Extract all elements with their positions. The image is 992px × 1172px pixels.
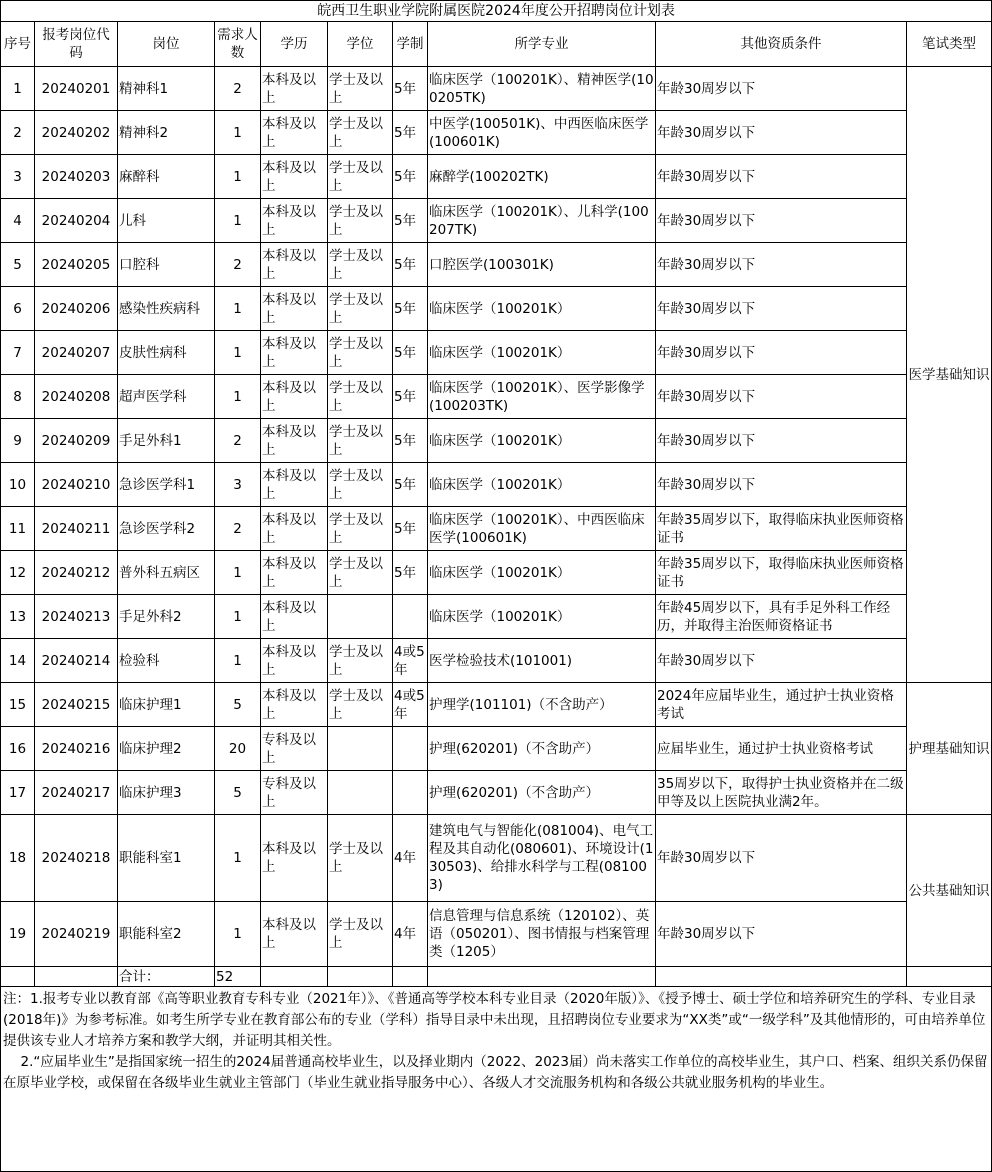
major-cell: 临床医学（100201K）: [428, 287, 656, 331]
conditions-cell: 年龄30周岁以下: [656, 199, 907, 243]
education-cell: 本科及以上: [261, 507, 328, 551]
count-cell: 1: [215, 199, 261, 243]
position-cell: 急诊医学科1: [118, 463, 215, 507]
table-row: [1, 243, 992, 287]
degree-cell: 学士及以上: [328, 111, 393, 155]
position-cell: 临床护理2: [118, 727, 215, 771]
duration-cell: 5年: [393, 155, 428, 199]
table-row: [1, 199, 992, 243]
count-cell: 2: [215, 243, 261, 287]
seq-cell: 13: [1, 595, 35, 639]
degree-cell: 学士及以上: [328, 287, 393, 331]
total-row: [1, 967, 992, 987]
exam-type-medical: 医学基础知识: [907, 67, 992, 683]
code-cell: 20240207: [35, 331, 118, 375]
header-exam: 笔试类型: [907, 22, 992, 67]
total-empty-cell: [35, 967, 118, 987]
table-row: [1, 902, 992, 967]
total-empty-cell: [907, 967, 992, 987]
degree-cell: 学士及以上: [328, 815, 393, 902]
degree-cell: 学士及以上: [328, 375, 393, 419]
count-cell: 1: [215, 375, 261, 419]
header-row: [1, 22, 992, 67]
major-cell: 医学检验技术(101001): [428, 639, 656, 683]
notes: [1, 987, 992, 1172]
conditions-cell: 应届毕业生，通过护士执业资格考试: [656, 727, 907, 771]
code-cell: 20240203: [35, 155, 118, 199]
position-cell: 职能科室2: [118, 902, 215, 967]
table-row: [1, 419, 992, 463]
education-cell: 本科及以上: [261, 463, 328, 507]
table-row: [1, 463, 992, 507]
count-cell: 2: [215, 419, 261, 463]
conditions-cell: 年龄30周岁以下: [656, 463, 907, 507]
position-cell: 手足外科1: [118, 419, 215, 463]
duration-cell: 4或5年: [393, 683, 428, 727]
code-cell: 20240211: [35, 507, 118, 551]
education-cell: 本科及以上: [261, 595, 328, 639]
major-cell: 建筑电气与智能化(081004)、电气工程及其自动化(080601)、环境设计(130503)、给排水科学与工程(081003): [428, 815, 656, 902]
position-cell: 急诊医学科2: [118, 507, 215, 551]
seq-cell: 6: [1, 287, 35, 331]
education-cell: 本科及以上: [261, 551, 328, 595]
seq-cell: 8: [1, 375, 35, 419]
title-row: [1, 1, 992, 22]
table-row: [1, 727, 992, 771]
table-row: [1, 815, 992, 902]
header-code: 报考岗位代码: [35, 22, 118, 67]
code-cell: 20240218: [35, 815, 118, 902]
code-cell: 20240208: [35, 375, 118, 419]
seq-cell: 1: [1, 67, 35, 111]
major-cell: 临床医学（100201K）: [428, 463, 656, 507]
table-row: [1, 375, 992, 419]
duration-cell: 5年: [393, 111, 428, 155]
count-cell: 2: [215, 67, 261, 111]
position-cell: 口腔科: [118, 243, 215, 287]
duration-cell: 5年: [393, 331, 428, 375]
degree-cell: 学士及以上: [328, 507, 393, 551]
count-cell: 5: [215, 683, 261, 727]
degree-cell: [328, 771, 393, 815]
duration-cell: 4或5年: [393, 639, 428, 683]
total-label: 合计：: [118, 967, 215, 987]
conditions-cell: 2024年应届毕业生，通过护士执业资格考试: [656, 683, 907, 727]
duration-cell: 5年: [393, 199, 428, 243]
code-cell: 20240202: [35, 111, 118, 155]
major-cell: 临床医学（100201K）: [428, 551, 656, 595]
major-cell: 临床医学（100201K）、儿科学(100207TK): [428, 199, 656, 243]
major-cell: 护理(620201)（不含助产）: [428, 727, 656, 771]
conditions-cell: 年龄30周岁以下: [656, 639, 907, 683]
total-empty-cell: [428, 967, 656, 987]
seq-cell: 9: [1, 419, 35, 463]
table-row: [1, 507, 992, 551]
code-cell: 20240219: [35, 902, 118, 967]
seq-cell: 15: [1, 683, 35, 727]
position-cell: 麻醉科: [118, 155, 215, 199]
header-major: 所学专业: [428, 22, 656, 67]
count-cell: 1: [215, 595, 261, 639]
table-row: [1, 551, 992, 595]
major-cell: 护理学(101101)（不含助产）: [428, 683, 656, 727]
education-cell: 本科及以上: [261, 815, 328, 902]
header-education: 学历: [261, 22, 328, 67]
education-cell: 本科及以上: [261, 111, 328, 155]
table-row: [1, 155, 992, 199]
duration-cell: 5年: [393, 551, 428, 595]
conditions-cell: 年龄30周岁以下: [656, 419, 907, 463]
major-cell: 中医学(100501K)、中西医临床医学(100601K): [428, 111, 656, 155]
seq-cell: 16: [1, 727, 35, 771]
page-title: 皖西卫生职业学院附属医院2024年度公开招聘岗位计划表: [1, 1, 992, 22]
count-cell: 1: [215, 551, 261, 595]
table-row: [1, 639, 992, 683]
position-cell: 检验科: [118, 639, 215, 683]
duration-cell: 5年: [393, 67, 428, 111]
code-cell: 20240201: [35, 67, 118, 111]
seq-cell: 10: [1, 463, 35, 507]
position-cell: 皮肤性病科: [118, 331, 215, 375]
code-cell: 20240216: [35, 727, 118, 771]
education-cell: 本科及以上: [261, 639, 328, 683]
exam-type-public: 公共基础知识: [907, 815, 992, 967]
seq-cell: 5: [1, 243, 35, 287]
conditions-cell: 年龄45周岁以下，具有手足外科工作经历，并取得主治医师资格证书: [656, 595, 907, 639]
count-cell: 20: [215, 727, 261, 771]
header-duration: 学制: [393, 22, 428, 67]
duration-cell: 5年: [393, 287, 428, 331]
conditions-cell: 年龄30周岁以下: [656, 67, 907, 111]
duration-cell: 4年: [393, 902, 428, 967]
duration-cell: 5年: [393, 419, 428, 463]
duration-cell: [393, 595, 428, 639]
major-cell: 麻醉学(100202TK): [428, 155, 656, 199]
seq-cell: 19: [1, 902, 35, 967]
education-cell: 本科及以上: [261, 375, 328, 419]
duration-cell: 5年: [393, 375, 428, 419]
header-seq: 序号: [1, 22, 35, 67]
major-cell: 临床医学（100201K）、中西医临床医学(100601K): [428, 507, 656, 551]
count-cell: 1: [215, 287, 261, 331]
count-cell: 3: [215, 463, 261, 507]
position-cell: 精神科2: [118, 111, 215, 155]
duration-cell: [393, 727, 428, 771]
major-cell: 口腔医学(100301K): [428, 243, 656, 287]
conditions-cell: 年龄30周岁以下: [656, 287, 907, 331]
header-position: 岗位: [118, 22, 215, 67]
count-cell: 1: [215, 111, 261, 155]
total-empty-cell: [261, 967, 328, 987]
exam-type-nursing: 护理基础知识: [907, 683, 992, 815]
conditions-cell: 年龄30周岁以下: [656, 111, 907, 155]
code-cell: 20240205: [35, 243, 118, 287]
count-cell: 2: [215, 507, 261, 551]
total-empty-cell: [656, 967, 907, 987]
code-cell: 20240212: [35, 551, 118, 595]
conditions-cell: 年龄30周岁以下: [656, 243, 907, 287]
major-cell: 护理(620201)（不含助产）: [428, 771, 656, 815]
header-conditions: 其他资质条件: [656, 22, 907, 67]
degree-cell: 学士及以上: [328, 199, 393, 243]
position-cell: 临床护理1: [118, 683, 215, 727]
count-cell: 1: [215, 639, 261, 683]
code-cell: 20240213: [35, 595, 118, 639]
total-value: 52: [215, 967, 261, 987]
education-cell: 本科及以上: [261, 902, 328, 967]
table-row: [1, 287, 992, 331]
count-cell: 1: [215, 902, 261, 967]
degree-cell: 学士及以上: [328, 639, 393, 683]
position-cell: 手足外科2: [118, 595, 215, 639]
seq-cell: 2: [1, 111, 35, 155]
seq-cell: 18: [1, 815, 35, 902]
duration-cell: 5年: [393, 463, 428, 507]
table-row: [1, 331, 992, 375]
conditions-cell: 35周岁以下，取得护士执业资格并在二级甲等及以上医院执业满2年。: [656, 771, 907, 815]
seq-cell: 11: [1, 507, 35, 551]
education-cell: 本科及以上: [261, 67, 328, 111]
total-empty-cell: [1, 967, 35, 987]
education-cell: 本科及以上: [261, 199, 328, 243]
position-cell: 超声医学科: [118, 375, 215, 419]
code-cell: 20240210: [35, 463, 118, 507]
degree-cell: 学士及以上: [328, 902, 393, 967]
notes-row: [1, 987, 992, 1172]
conditions-cell: 年龄30周岁以下: [656, 155, 907, 199]
code-cell: 20240217: [35, 771, 118, 815]
count-cell: 1: [215, 155, 261, 199]
seq-cell: 14: [1, 639, 35, 683]
degree-cell: 学士及以上: [328, 419, 393, 463]
position-cell: 职能科室1: [118, 815, 215, 902]
total-empty-cell: [393, 967, 428, 987]
table-row: [1, 111, 992, 155]
degree-cell: 学士及以上: [328, 463, 393, 507]
conditions-cell: 年龄35周岁以下，取得临床执业医师资格证书: [656, 507, 907, 551]
major-cell: 信息管理与信息系统（120102）、英语（050201）、图书情报与档案管理类（1205）: [428, 902, 656, 967]
code-cell: 20240215: [35, 683, 118, 727]
education-cell: 专科及以上: [261, 771, 328, 815]
code-cell: 20240214: [35, 639, 118, 683]
table-row: [1, 595, 992, 639]
education-cell: 本科及以上: [261, 331, 328, 375]
total-empty-cell: [328, 967, 393, 987]
degree-cell: 学士及以上: [328, 683, 393, 727]
major-cell: 临床医学（100201K）: [428, 419, 656, 463]
position-cell: 普外科五病区: [118, 551, 215, 595]
header-degree: 学位: [328, 22, 393, 67]
education-cell: 本科及以上: [261, 287, 328, 331]
note-2: 2.“应届毕业生”是指国家统一招生的2024届普通高校毕业生，以及择业期内（2022、2023届）尚未落实工作单位的高校毕业生，其户口、档案、组织关系仍保留在原毕业学校，或保留在各级毕业生就业主管部门（毕业生就业指导服务中心）、各级人才交流服务机构和各级公共就业服务机构的毕业生。: [3, 1054, 988, 1091]
code-cell: 20240206: [35, 287, 118, 331]
duration-cell: 5年: [393, 507, 428, 551]
position-cell: 临床护理3: [118, 771, 215, 815]
degree-cell: 学士及以上: [328, 551, 393, 595]
duration-cell: 4年: [393, 815, 428, 902]
duration-cell: [393, 771, 428, 815]
education-cell: 本科及以上: [261, 419, 328, 463]
conditions-cell: 年龄30周岁以下: [656, 375, 907, 419]
count-cell: 1: [215, 815, 261, 902]
education-cell: 专科及以上: [261, 727, 328, 771]
conditions-cell: 年龄30周岁以下: [656, 815, 907, 902]
seq-cell: 4: [1, 199, 35, 243]
conditions-cell: 年龄35周岁以下，取得临床执业医师资格证书: [656, 551, 907, 595]
seq-cell: 12: [1, 551, 35, 595]
education-cell: 本科及以上: [261, 155, 328, 199]
position-cell: 精神科1: [118, 67, 215, 111]
major-cell: 临床医学（100201K）: [428, 595, 656, 639]
table-row: [1, 67, 992, 111]
degree-cell: 学士及以上: [328, 67, 393, 111]
code-cell: 20240204: [35, 199, 118, 243]
code-cell: 20240209: [35, 419, 118, 463]
header-count: 需求人数: [215, 22, 261, 67]
duration-cell: 5年: [393, 243, 428, 287]
education-cell: 本科及以上: [261, 683, 328, 727]
degree-cell: 学士及以上: [328, 331, 393, 375]
position-cell: 儿科: [118, 199, 215, 243]
degree-cell: [328, 595, 393, 639]
seq-cell: 3: [1, 155, 35, 199]
conditions-cell: 年龄30周岁以下: [656, 331, 907, 375]
seq-cell: 7: [1, 331, 35, 375]
major-cell: 临床医学（100201K）、精神医学(100205TK): [428, 67, 656, 111]
note-1: 注：1.报考专业以教育部《高等职业教育专科专业（2021年）》、《普通高等学校本科专业目录（2020年版）》、《授予博士、硕士学位和培养研究生的学科、专业目录(2018年)》为参考标准。如考生所学专业在教育部公布的专业（学科）指导目录中未出现，且招聘岗位专业要求为“XX类”或“一级学科”及其他情形的，可由培养单位提供该专业人才培养方案和教学大纲，并证明其相关性。: [3, 991, 986, 1049]
count-cell: 1: [215, 331, 261, 375]
conditions-cell: 年龄30周岁以下: [656, 902, 907, 967]
seq-cell: 17: [1, 771, 35, 815]
major-cell: 临床医学（100201K）、医学影像学(100203TK): [428, 375, 656, 419]
major-cell: 临床医学（100201K）: [428, 331, 656, 375]
education-cell: 本科及以上: [261, 243, 328, 287]
table-row: [1, 771, 992, 815]
position-cell: 感染性疾病科: [118, 287, 215, 331]
count-cell: 5: [215, 771, 261, 815]
table-row: [1, 683, 992, 727]
degree-cell: 学士及以上: [328, 155, 393, 199]
degree-cell: 学士及以上: [328, 243, 393, 287]
degree-cell: [328, 727, 393, 771]
